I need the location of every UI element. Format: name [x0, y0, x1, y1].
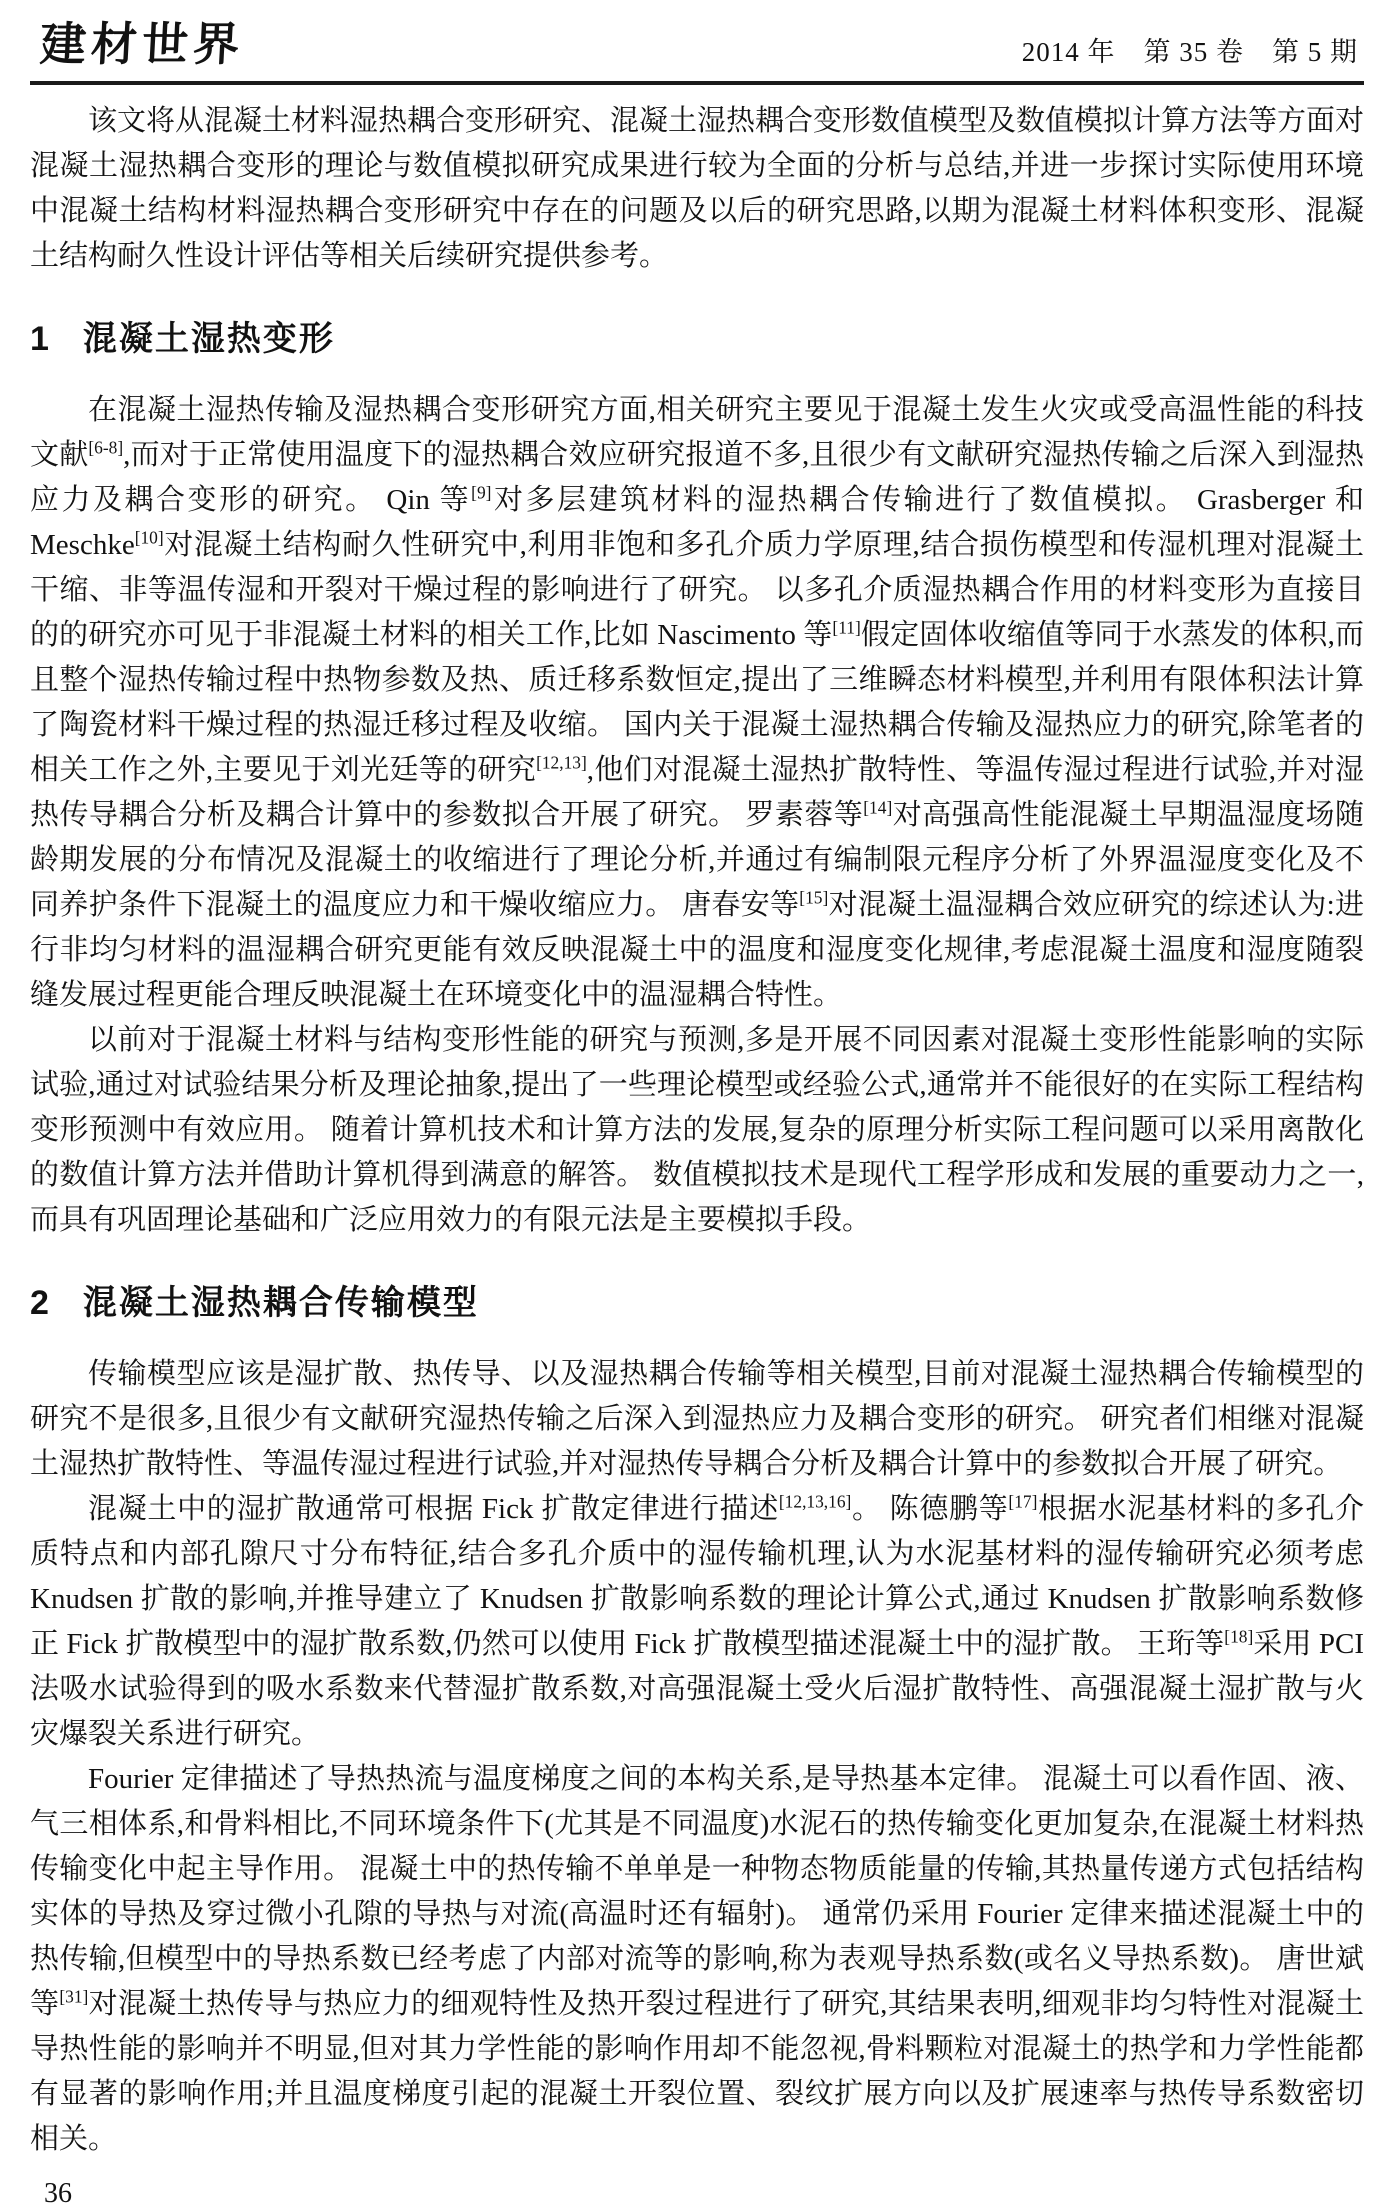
reference-superscript: [18]: [1224, 1625, 1254, 1646]
intro-paragraph: 该文将从混凝土材料湿热耦合变形研究、混凝土湿热耦合变形数值模型及数值模拟计算方法等方面对混凝土湿热耦合变形的理论与数值模拟研究成果进行较为全面的分析与总结,并进一步探讨实际使用环境中混凝土结构材料湿热耦合变形研究中存在的问题及以后的研究思路,以期为混凝土材料体积变形、混凝土结构耐久性设计评估等相关后续研究提供参考。: [30, 104, 1365, 272]
section-1-paragraph-2: 以前对于混凝土材料与结构变形性能的研究与预测,多是开展不同因素对混凝土变形性能影响的实际试验,通过对试验结果分析及理论抽象,提出了一些理论模型或经验公式,通常并不能很好的在实际工程结构变形预测中有效应用。 随着计算机技术和计算方法的发展,复杂的原理分析实际工程问题可以采用离散化的数值计算方法并借助计算机得到满意的解答。 数值模拟技术是现代工程学形成和发展的重要动力之一,而具有巩固理论基础和广泛应用效力的有限元法是主要模拟手段。: [30, 1023, 1364, 1236]
section-2-number: 2: [30, 1283, 49, 1322]
reference-superscript: [14]: [863, 796, 893, 817]
section-1-number: 1: [30, 319, 49, 358]
section-1-paragraph-1: 在混凝土湿热传输及湿热耦合变形研究方面,相关研究主要见于混凝土发生火灾或受高温性能的科技文献[6-8],而对于正常使用温度下的湿热耦合效应研究报道不多,且很少有文献研究湿热传输之后深入到湿热应力及耦合变形的研究。 Qin 等[9]对多层建筑材料的湿热耦合传输进行了数值模拟。 Grasberger 和 Meschke[10]对混凝土结构耐久性研究中,利用非饱和多孔介质力学原理,结合损伤模型和传湿机理对混凝土干缩、非等温传湿和开裂对干燥过程的影响进行了研究。 以多孔介质湿热耦合作用的材料变形为直接目的的研究亦可见于非混凝土材料的相关工作,比如 Nascimento 等[11]假定固体收缩值等同于水蒸发的体积,而且整个湿热传输过程中热物参数及热、质迁移系数恒定,提出了三维瞬态材料模型,并利用有限体积法计算了陶瓷材料干燥过程的热湿迁移过程及收缩。 国内关于混凝土湿热耦合传输及湿热应力的研究,除笔者的相关工作之外,主要见于刘光廷等的研究[12,13],他们对混凝土湿热扩散特性、等温传湿过程进行试验,并对湿热传导耦合分析及耦合计算中的参数拟合开展了研究。 罗素蓉等[14]对高强高性能混凝土早期温湿度场随龄期发展的分布情况及混凝土的收缩进行了理论分析,并通过有编制限元程序分析了外界温湿度变化及不同养护条件下混凝土的温度应力和干燥收缩应力。 唐春安等[15]对混凝土温湿耦合效应研究的综述认为:进行非均匀材料的温湿耦合研究更能有效反映混凝土中的温度和湿度变化规律,考虑混凝土温度和湿度随裂缝发展过程更能合理反映混凝土在环境变化中的温湿耦合特性。: [30, 393, 1364, 1011]
page-footer: [30, 2178, 1364, 2210]
section-1-heading: [30, 311, 1364, 360]
reference-superscript: [12,13,16]: [778, 1490, 852, 1511]
reference-superscript: [11]: [832, 616, 861, 637]
reference-superscript: [17]: [1008, 1490, 1038, 1511]
reference-superscript: [31]: [59, 1985, 89, 2006]
reference-superscript: [6-8]: [88, 436, 124, 457]
section-2-paragraph-2: 混凝土中的湿扩散通常可根据 Fick 扩散定律进行描述[12,13,16]。 陈德鹏等[17]根据水泥基材料的多孔介质特点和内部孔隙尺寸分布特征,结合多孔介质中的湿传输机理,认为水泥基材料的湿传输研究必须考虑 Knudsen 扩散的影响,并推导建立了 Knudsen 扩散影响系数的理论计算公式,通过 Knudsen 扩散影响系数修正 Fick 扩散模型中的湿扩散系数,仍然可以使用 Fick 扩散模型描述混凝土中的湿扩散。 王珩等[18]采用 PCI 法吸水试验得到的吸水系数来代替湿扩散系数,对高强混凝土受火后湿扩散特性、高强混凝土湿扩散与火灾爆裂关系进行研究。: [30, 1490, 1364, 1750]
section-2-paragraph-1: 传输模型应该是湿扩散、热传导、以及湿热耦合传输等相关模型,目前对混凝土湿热耦合传输模型的研究不是很多,且很少有文献研究湿热传输之后深入到湿热应力及耦合变形的研究。 研究者们相继对混凝土湿热扩散特性、等温传湿过程进行试验,并对湿热传导耦合分析及耦合计算中的参数拟合开展了研究。: [30, 1357, 1364, 1480]
section-2-title: 混凝土湿热耦合传输模型: [82, 1283, 479, 1322]
reference-superscript: [9]: [471, 481, 492, 502]
section-2-heading: [30, 1275, 1364, 1324]
page-number: 36: [44, 2177, 72, 2209]
section-1-title: 混凝土湿热变形: [82, 319, 335, 358]
issue-info: 2014 年 第 35 卷 第 5 期: [1021, 36, 1358, 67]
reference-superscript: [15]: [799, 886, 829, 907]
reference-superscript: [12,13]: [536, 751, 587, 772]
page-header: [30, 16, 1364, 77]
header-rule: [30, 81, 1364, 85]
journal-title: 建材世界: [38, 19, 246, 70]
reference-superscript: [10]: [134, 526, 164, 547]
section-2-paragraph-3: Fourier 定律描述了导热热流与温度梯度之间的本构关系,是导热基本定律。 混凝土可以看作固、液、气三相体系,和骨料相比,不同环境条件下(尤其是不同温度)水泥石的热传输变化更加复杂,在混凝土材料热传输变化中起主导作用。 混凝土中的热传输不单单是一种物态物质能量的传输,其热量传递方式包括结构实体的导热及穿过微小孔隙的导热与对流(高温时还有辐射)。 通常仍采用 Fourier 定律来描述混凝土中的热传输,但模型中的导热系数已经考虑了内部对流等的影响,称为表观导热系数(或名义导热系数)。 唐世斌等[31]对混凝土热传导与热应力的细观特性及热开裂过程进行了研究,其结果表明,细观非均匀特性对混凝土导热性能的影响并不明显,但对其力学性能的影响作用却不能忽视,骨料颗粒对混凝土的热学和力学性能都有显著的影响作用;并且温度梯度引起的混凝土开裂位置、裂纹扩展方向以及扩展速率与热传导系数密切相关。: [30, 1762, 1364, 2155]
